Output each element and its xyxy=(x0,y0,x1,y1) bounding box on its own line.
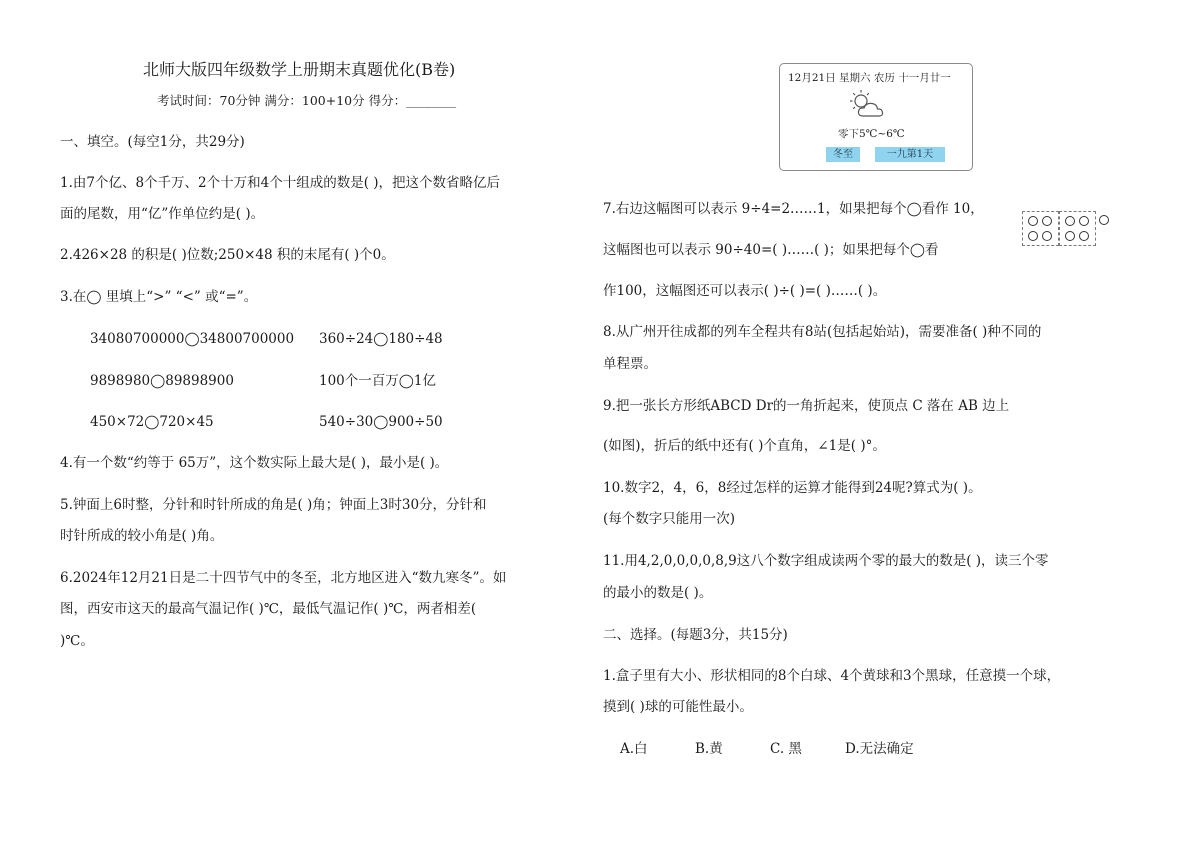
group-box-2 xyxy=(1059,211,1096,246)
question-4: 4.有一个数“约等于 65万”，这个数实际上最大是( )，最小是( )。 xyxy=(60,455,449,471)
question-5-line2: 时针所成的较小角是( )角。 xyxy=(60,528,224,544)
question-9-line2: (如图)，折后的纸中还有( )个直角，∠1是( )°。 xyxy=(603,438,886,454)
option-c: C. 黑 xyxy=(770,741,802,757)
compare-item-3: 9898980◯89898900 xyxy=(90,373,234,389)
circle-icon xyxy=(1028,231,1038,241)
choice-question-1-line1: 1.盒子里有大小、形状相同的8个白球、4个黄球和3个黑球，任意摸一个球， xyxy=(603,668,1061,684)
circle-icon xyxy=(1079,231,1089,241)
section2-heading: 二、选择。(每题3分，共15分) xyxy=(603,627,788,643)
circle-icon xyxy=(1028,216,1038,226)
question-1-line2: 面的尾数，用“亿”作单位约是( )。 xyxy=(60,206,265,222)
sun-cloud-icon xyxy=(846,88,890,124)
question-11-line2: 的最小的数是( )。 xyxy=(603,585,713,601)
circle-icon xyxy=(1079,216,1089,226)
compare-item-6: 540÷30◯900÷50 xyxy=(319,414,443,430)
question-10-line1: 10.数字2，4，6，8经过怎样的运算才能得到24呢?算式为( )。 xyxy=(603,480,982,496)
question-7-line2: 这幅图也可以表示 90÷40=( )……( )；如果把每个◯看 xyxy=(603,242,939,258)
question-1-line1: 1.由7个亿、8个千万、2个十万和4个十组成的数是( )，把这个数省略亿后 xyxy=(60,175,501,191)
weather-temperature: 零下5℃~6℃ xyxy=(838,128,905,140)
page-title: 北师大版四年级数学上册期末真题优化(B卷) xyxy=(143,60,456,79)
question-5-line1: 5.钟面上6时整，分针和时针所成的角是( )角；钟面上3时30分，分针和 xyxy=(60,497,487,513)
question-2: 2.426×28 的积是( )位数;250×48 积的末尾有( )个0。 xyxy=(60,247,395,263)
compare-item-4: 100个一百万◯1亿 xyxy=(319,373,436,389)
compare-item-5: 450×72◯720×45 xyxy=(90,414,214,430)
circle-icon xyxy=(1042,231,1052,241)
group-box-1 xyxy=(1022,211,1059,246)
question-7-line3: 作100，这幅图还可以表示( )÷( )=( )……( )。 xyxy=(603,283,887,299)
section1-heading: 一、填空。(每空1分，共29分) xyxy=(60,134,245,150)
question-9-line1: 9.把一张长方形纸ABCD Dr的一角折起来，使顶点 C 落在 AB 边上 xyxy=(603,398,1010,414)
question-10-line2: (每个数字只能用一次) xyxy=(603,511,736,527)
tag-shujiu-day: 一九第1天 xyxy=(875,147,945,162)
option-a: A.白 xyxy=(620,741,648,757)
circle-icon xyxy=(1042,216,1052,226)
compare-item-2: 360÷24◯180÷48 xyxy=(319,331,443,347)
compare-item-1: 34080700000◯34800700000 xyxy=(90,331,295,347)
question-8-line2: 单程票。 xyxy=(603,356,657,372)
circle-icon xyxy=(1065,231,1075,241)
question-6-line3: )℃。 xyxy=(60,633,94,649)
option-d: D.无法确定 xyxy=(845,741,914,757)
weather-card-date: 12月21日 星期六 农历 十一月廿一 xyxy=(788,72,951,84)
question-6-line2: 图，西安市这天的最高气温记作( )℃，最低气温记作( )℃，两者相差( xyxy=(60,601,477,617)
question-11-line1: 11.用4,2,0,0,0,0,8,9这八个数字组成读两个零的最大的数是( )，读三个零 xyxy=(603,553,1049,569)
exam-info: 考试时间：70分钟 满分：100+10分 得分：________ xyxy=(157,93,457,108)
circle-icon xyxy=(1065,216,1075,226)
circle-icon xyxy=(1099,215,1109,225)
question-6-line1: 6.2024年12月21日是二十四节气中的冬至，北方地区进入“数九寒冬”。如 xyxy=(60,570,507,586)
choice-question-1-line2: 摸到( )球的可能性最小。 xyxy=(603,699,753,715)
option-b: B.黄 xyxy=(695,741,723,757)
tag-solar-term: 冬至 xyxy=(826,147,860,162)
weather-card xyxy=(779,63,973,171)
question-8-line1: 8.从广州开往成都的列车全程共有8站(包括起始站)，需要准备( )种不同的 xyxy=(603,324,1042,340)
question-3: 3.在◯ 里填上“>” “<” 或“=”。 xyxy=(60,289,258,305)
question-7-line1: 7.右边这幅图可以表示 9÷4=2……1，如果把每个◯看作 10， xyxy=(603,201,984,217)
